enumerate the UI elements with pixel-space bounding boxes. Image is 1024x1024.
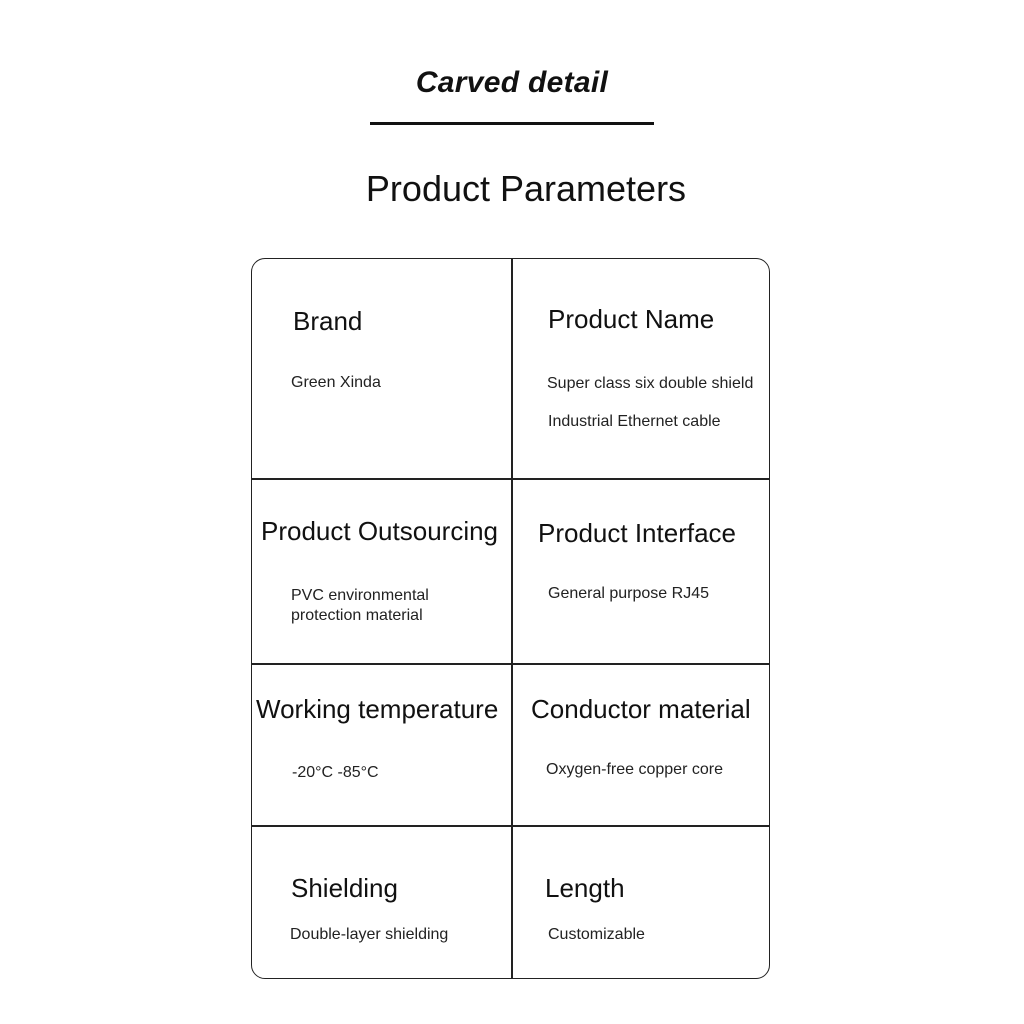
table-row-divider [252,478,769,480]
section-title: Product Parameters [365,168,687,209]
conductor-material-value: Oxygen-free copper core [546,761,723,778]
brand-value: Green Xinda [291,374,381,391]
length-value: Customizable [548,926,645,943]
shielding-value: Double-layer shielding [290,926,449,943]
page-header-title: Carved detail [415,66,609,99]
working-temperature-value: -20°C -85°C [292,764,379,781]
conductor-material-label: Conductor material [531,694,751,724]
product-name-value-line-1: Super class six double shield [547,375,754,392]
table-row-divider [252,825,769,827]
working-temperature-label: Working temperature [256,694,499,724]
shielding-label: Shielding [291,873,398,903]
product-outsourcing-label: Product Outsourcing [261,516,499,546]
product-interface-label: Product Interface [538,518,736,548]
product-name-label: Product Name [548,304,715,334]
parameters-table [251,258,770,979]
product-interface-value: General purpose RJ45 [548,585,709,602]
product-name-value-line-2: Industrial Ethernet cable [548,413,721,430]
brand-label: Brand [293,306,363,336]
table-column-divider [511,259,513,978]
header-divider [370,122,654,125]
product-outsourcing-value-line-1: PVC environmental [291,587,429,604]
product-outsourcing-value-line-2: protection material [291,607,423,624]
table-row-divider [252,663,769,665]
length-label: Length [545,873,625,903]
